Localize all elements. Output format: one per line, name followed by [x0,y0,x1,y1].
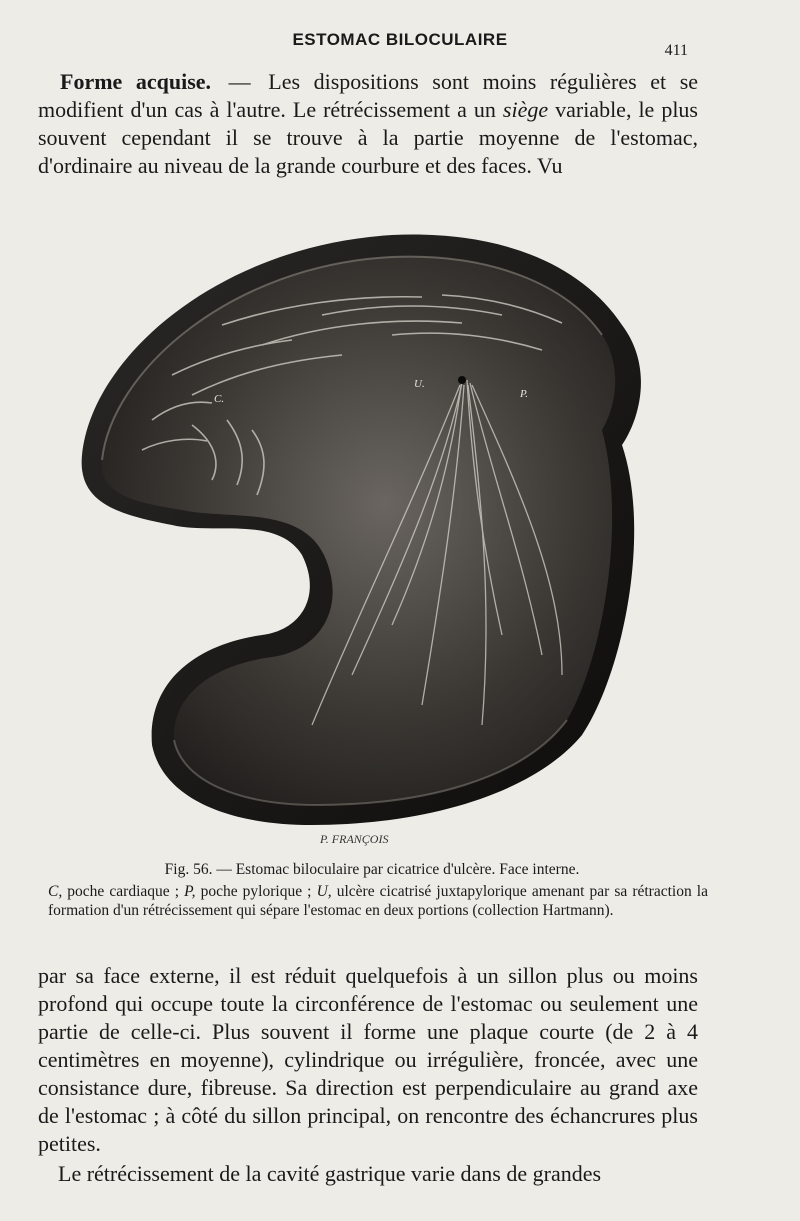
label-ulcer: U. [414,378,425,390]
running-title: ESTOMAC BILOCULAIRE [292,30,508,49]
ulcer-scar [458,376,466,384]
caption-legend-u: U, [316,883,332,900]
stomach-illustration [62,205,662,845]
bottom-paragraph: par sa face externe, il est réduit quelquefois à un sillon plus ou moins profond qui occupe toute la circonférence de l'estomac ou seulement une partie de celle-ci. Plus souvent il forme une plaque courte (de 2 à 4 centimètres en moyenne), cylindrique ou irrégulière, froncée, avec une consistance dure, fibreuse. Sa direction est perpendiculaire au grand axe de l'estomac ; à côté du sillon principal, on rencontre des échancrures plus petites. [38,963,698,1156]
stomach-inner-cavity [102,257,615,805]
section-lead: Forme acquise. [60,69,212,94]
top-paragraph-text-1: Les dispositions sont moins régulières et se modifient d'un cas à l'autre. Le rétrécissement a un [38,69,699,122]
engraver-signature: P. FRANÇOIS [320,832,389,846]
caption-text-c: poche cardiaque ; [62,883,185,900]
caption-text-u: ulcère cicatrisé juxtapylorique amenant par sa rétraction la formation d'un rétrécissement qui sépare l'estomac en deux portions (collection Hartmann). [48,883,708,919]
figure-caption-title: Fig. 56. — Estomac biloculaire par cicatrice d'ulcère. Face interne. [164,861,580,878]
page-number: 411 [664,42,688,59]
caption-legend-p: P, [184,883,196,900]
last-paragraph: Le rétrécissement de la cavité gastrique varie dans de grandes [58,1161,602,1186]
stomach-engraving [62,205,662,845]
caption-legend-c: C, [48,883,63,900]
top-paragraph-text-2: variable, le plus souvent cependant il se trouve à la partie moyenne de l'estomac, d'ordinaire au niveau de la grande courbure et des faces. Vu [38,97,698,178]
figure-caption-body [48,882,708,920]
label-pyloric: P. [520,388,529,400]
lead-dash: — [228,69,251,94]
caption-text-p: poche pylorique ; [195,883,317,900]
top-paragraph-italic: siège [502,97,549,122]
label-cardiac: C. [214,393,225,405]
top-paragraph [38,68,698,180]
